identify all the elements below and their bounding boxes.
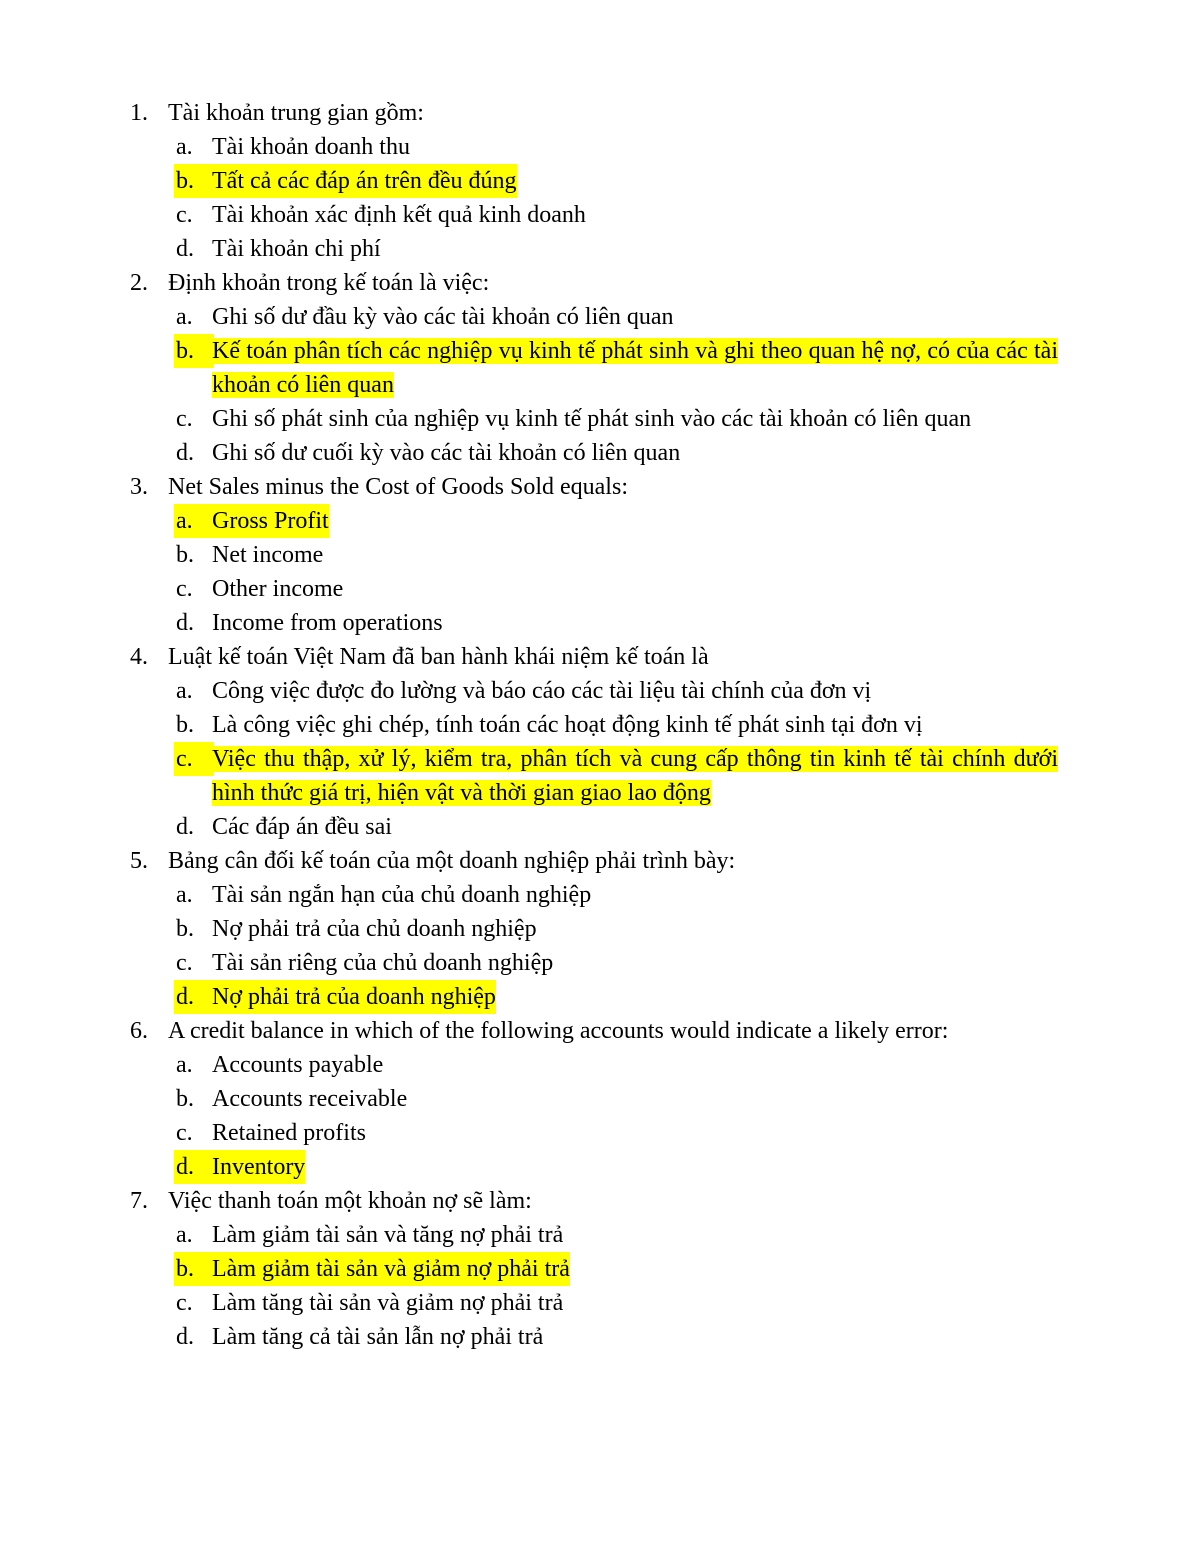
option-text-highlighted: Gross Profit — [212, 504, 329, 538]
question-number: 2. — [130, 270, 148, 296]
option-3b — [130, 538, 1065, 572]
option-text: Làm tăng cả tài sản lẫn nợ phải trả — [212, 1324, 544, 1350]
option-1d — [130, 232, 1065, 266]
option-letter: a. — [176, 1052, 193, 1078]
option-text: Other income — [212, 576, 344, 602]
question-number: 1. — [130, 100, 148, 126]
option-1c — [130, 198, 1065, 232]
option-text-highlighted: Làm giảm tài sản và giảm nợ phải trả — [212, 1252, 570, 1286]
question-text: Tài khoản trung gian gồm: — [168, 100, 424, 126]
option-5d-correct — [130, 980, 1065, 1014]
option-letter: c. — [176, 406, 193, 432]
option-text: Tài khoản xác định kết quả kinh doanh — [212, 202, 586, 228]
option-2a — [130, 300, 1065, 334]
option-7c — [130, 1286, 1065, 1320]
option-4a — [130, 674, 1065, 708]
question-4 — [130, 640, 1065, 674]
option-letter: c. — [176, 202, 193, 228]
option-3a-correct — [130, 504, 1065, 538]
question-number: 3. — [130, 474, 148, 500]
question-number: 4. — [130, 644, 148, 670]
option-letter: a. — [176, 678, 193, 704]
option-text: Các đáp án đều sai — [212, 814, 392, 840]
option-letter: d. — [174, 980, 214, 1014]
question-3 — [130, 470, 1065, 504]
option-4c-correct — [130, 742, 1065, 810]
option-7b-correct — [130, 1252, 1065, 1286]
question-2 — [130, 266, 1065, 300]
option-letter: c. — [176, 950, 193, 976]
option-letter: b. — [176, 712, 194, 738]
question-5 — [130, 844, 1065, 878]
option-1a — [130, 130, 1065, 164]
option-text: Ghi số dư đầu kỳ vào các tài khoản có liên quan — [212, 304, 674, 330]
option-letter: a. — [176, 882, 193, 908]
question-text: A credit balance in which of the following accounts would indicate a likely error: — [168, 1018, 949, 1044]
question-1 — [130, 96, 1065, 130]
option-text: Là công việc ghi chép, tính toán các hoạt động kinh tế phát sinh tại đơn vị — [212, 712, 923, 738]
option-letter: d. — [176, 236, 194, 262]
option-letter: a. — [176, 134, 193, 160]
question-text: Net Sales minus the Cost of Goods Sold equals: — [168, 474, 628, 500]
option-text: Làm tăng tài sản và giảm nợ phải trả — [212, 1290, 564, 1316]
quiz-list — [130, 96, 1065, 1354]
question-number: 6. — [130, 1018, 148, 1044]
option-text: Tài sản riêng của chủ doanh nghiệp — [212, 950, 554, 976]
option-2b-correct — [130, 334, 1065, 402]
option-1b-correct — [130, 164, 1065, 198]
option-letter: d. — [176, 814, 194, 840]
question-7 — [130, 1184, 1065, 1218]
question-text: Bảng cân đối kế toán của một doanh nghiệp phải trình bày: — [168, 848, 736, 874]
option-text: Accounts payable — [212, 1052, 384, 1078]
option-letter: c. — [176, 1290, 193, 1316]
option-5c — [130, 946, 1065, 980]
option-text-highlighted — [212, 334, 1058, 402]
option-text: Làm giảm tài sản và tăng nợ phải trả — [212, 1222, 564, 1248]
option-letter: b. — [174, 334, 214, 368]
option-7d — [130, 1320, 1065, 1354]
option-4d — [130, 810, 1065, 844]
question-text: Luật kế toán Việt Nam đã ban hành khái niệm kế toán là — [168, 644, 709, 670]
option-letter: b. — [176, 916, 194, 942]
option-2c — [130, 402, 1065, 436]
option-6a — [130, 1048, 1065, 1082]
option-3d — [130, 606, 1065, 640]
option-letter: b. — [176, 1086, 194, 1112]
option-text-highlighted — [212, 742, 1058, 810]
option-letter: b. — [176, 542, 194, 568]
question-6 — [130, 1014, 1065, 1048]
option-5a — [130, 878, 1065, 912]
option-2d — [130, 436, 1065, 470]
highlight-run: Kế toán phân tích các nghiệp vụ kinh tế phát sinh và ghi theo quan hệ nợ, có của các tài khoản có liên quan — [212, 338, 1058, 398]
option-letter: c. — [174, 742, 214, 776]
option-text-highlighted: Tất cả các đáp án trên đều đúng — [212, 164, 517, 198]
option-letter: b. — [174, 164, 214, 198]
option-letter: a. — [176, 304, 193, 330]
option-letter: d. — [176, 1324, 194, 1350]
question-text: Định khoản trong kế toán là việc: — [168, 270, 490, 296]
option-letter: a. — [174, 504, 214, 538]
option-text-highlighted: Nợ phải trả của doanh nghiệp — [212, 980, 496, 1014]
option-letter: a. — [176, 1222, 193, 1248]
option-6c — [130, 1116, 1065, 1150]
option-text: Tài sản ngắn hạn của chủ doanh nghiệp — [212, 882, 592, 908]
question-number: 5. — [130, 848, 148, 874]
option-letter: d. — [176, 440, 194, 466]
option-4b — [130, 708, 1065, 742]
option-text: Ghi số dư cuối kỳ vào các tài khoản có liên quan — [212, 440, 681, 466]
option-text: Nợ phải trả của chủ doanh nghiệp — [212, 916, 537, 942]
option-text: Công việc được đo lường và báo cáo các tài liệu tài chính của đơn vị — [212, 678, 872, 704]
option-letter: d. — [176, 610, 194, 636]
option-letter: d. — [174, 1150, 214, 1184]
highlight-run: Việc thu thập, xử lý, kiểm tra, phân tích và cung cấp thông tin kinh tế tài chính dưới hình thức giá trị, hiện vật và thời gian giao lao động — [212, 746, 1058, 806]
option-text: Tài khoản chi phí — [212, 236, 381, 262]
option-6d-correct — [130, 1150, 1065, 1184]
option-letter: c. — [176, 576, 193, 602]
option-letter: c. — [176, 1120, 193, 1146]
question-text: Việc thanh toán một khoản nợ sẽ làm: — [168, 1188, 532, 1214]
option-text-highlighted: Inventory — [212, 1150, 305, 1184]
question-number: 7. — [130, 1188, 148, 1214]
option-5b — [130, 912, 1065, 946]
option-text: Income from operations — [212, 610, 443, 636]
option-letter: b. — [174, 1252, 214, 1286]
option-3c — [130, 572, 1065, 606]
option-text: Net income — [212, 542, 324, 568]
option-text: Retained profits — [212, 1120, 366, 1146]
option-text: Tài khoản doanh thu — [212, 134, 410, 160]
option-text: Ghi số phát sinh của nghiệp vụ kinh tế phát sinh vào các tài khoản có liên quan — [212, 406, 972, 432]
option-7a — [130, 1218, 1065, 1252]
option-text: Accounts receivable — [212, 1086, 408, 1112]
option-6b — [130, 1082, 1065, 1116]
